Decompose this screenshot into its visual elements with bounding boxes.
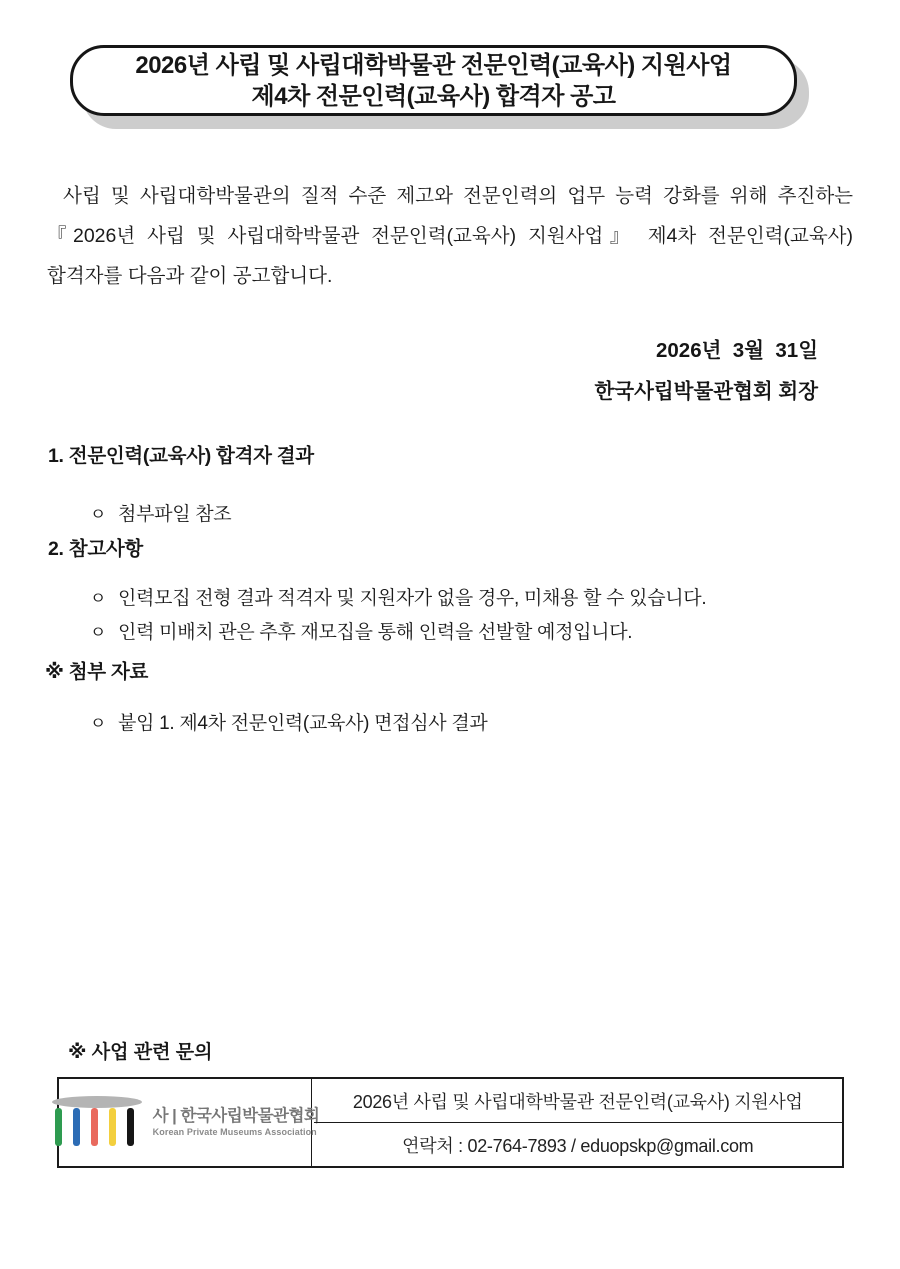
logo-bars-mark xyxy=(51,1096,143,1150)
logo-bar xyxy=(73,1108,80,1146)
logo-roof-arc-icon xyxy=(52,1096,142,1108)
section-2-item-2 xyxy=(70,595,632,666)
date-signature-block xyxy=(400,330,818,412)
circle-bullet-icon: ㅇ xyxy=(89,714,107,733)
section-1-heading: 1. 전문인력(교육사) 합격자 결과 xyxy=(48,445,314,467)
issuer-signature: 한국사립박물관협회 회장 xyxy=(594,380,818,403)
logo-bar xyxy=(109,1108,116,1146)
announcement-date: 2026년 3월 31일 xyxy=(656,339,818,362)
section-2-item-1-text: 인력모집 전형 결과 적격자 및 지원자가 없을 경우, 미채용 할 수 있습니다. xyxy=(118,588,707,609)
document-title-line-1: 2026년 사립 및 사립대학박물관 전문인력(교육사) 지원사업 xyxy=(135,51,732,79)
association-logo xyxy=(59,1079,320,1166)
title-box xyxy=(70,45,797,116)
logo-bar xyxy=(55,1108,62,1146)
contact-table-program-row: 2026년 사립 및 사립대학박물관 전문인력(교육사) 지원사업 xyxy=(314,1079,843,1123)
logo-bar xyxy=(91,1108,98,1146)
section-1-item-text: 첨부파일 참조 xyxy=(118,504,232,525)
document-title-line-2: 제4차 전문인력(교육사) 합격자 공고 xyxy=(251,82,616,110)
contact-heading: ※ 사업 관련 문의 xyxy=(68,1042,213,1063)
contact-table xyxy=(57,1077,844,1168)
attachment-heading: ※ 첨부 자료 xyxy=(45,661,149,683)
association-name-korean: 사 | 한국사립박물관협회 xyxy=(152,1107,320,1126)
intro-paragraph: 사립 및 사립대학박물관의 질적 수준 제고와 전문인력의 업무 능력 강화를 위해 추진하는 『2026년 사립 및 사립대학박물관 전문인력(교육사) 지원사업』 제4차 전문인력(교육사) 합격자를 다음과 같이 공고합니다. xyxy=(47,185,853,287)
association-name-english: Korean Private Museums Association xyxy=(152,1126,317,1137)
logo-bar xyxy=(127,1108,134,1146)
circle-bullet-icon: ㅇ xyxy=(89,623,107,642)
attachment-item-text: 붙임 1. 제4차 전문인력(교육사) 면접심사 결과 xyxy=(118,713,488,734)
section-2-heading: 2. 참고사항 xyxy=(48,538,143,560)
attachment-item xyxy=(70,686,487,757)
circle-bullet-icon: ㅇ xyxy=(89,589,107,608)
contact-table-contact-row: 연락처 : 02-764-7893 / eduopskp@gmail.com xyxy=(402,1135,754,1156)
circle-bullet-icon: ㅇ xyxy=(89,505,107,524)
section-2-item-2-text: 인력 미배치 관은 추후 재모집을 통해 인력을 선발할 예정입니다. xyxy=(118,622,633,643)
